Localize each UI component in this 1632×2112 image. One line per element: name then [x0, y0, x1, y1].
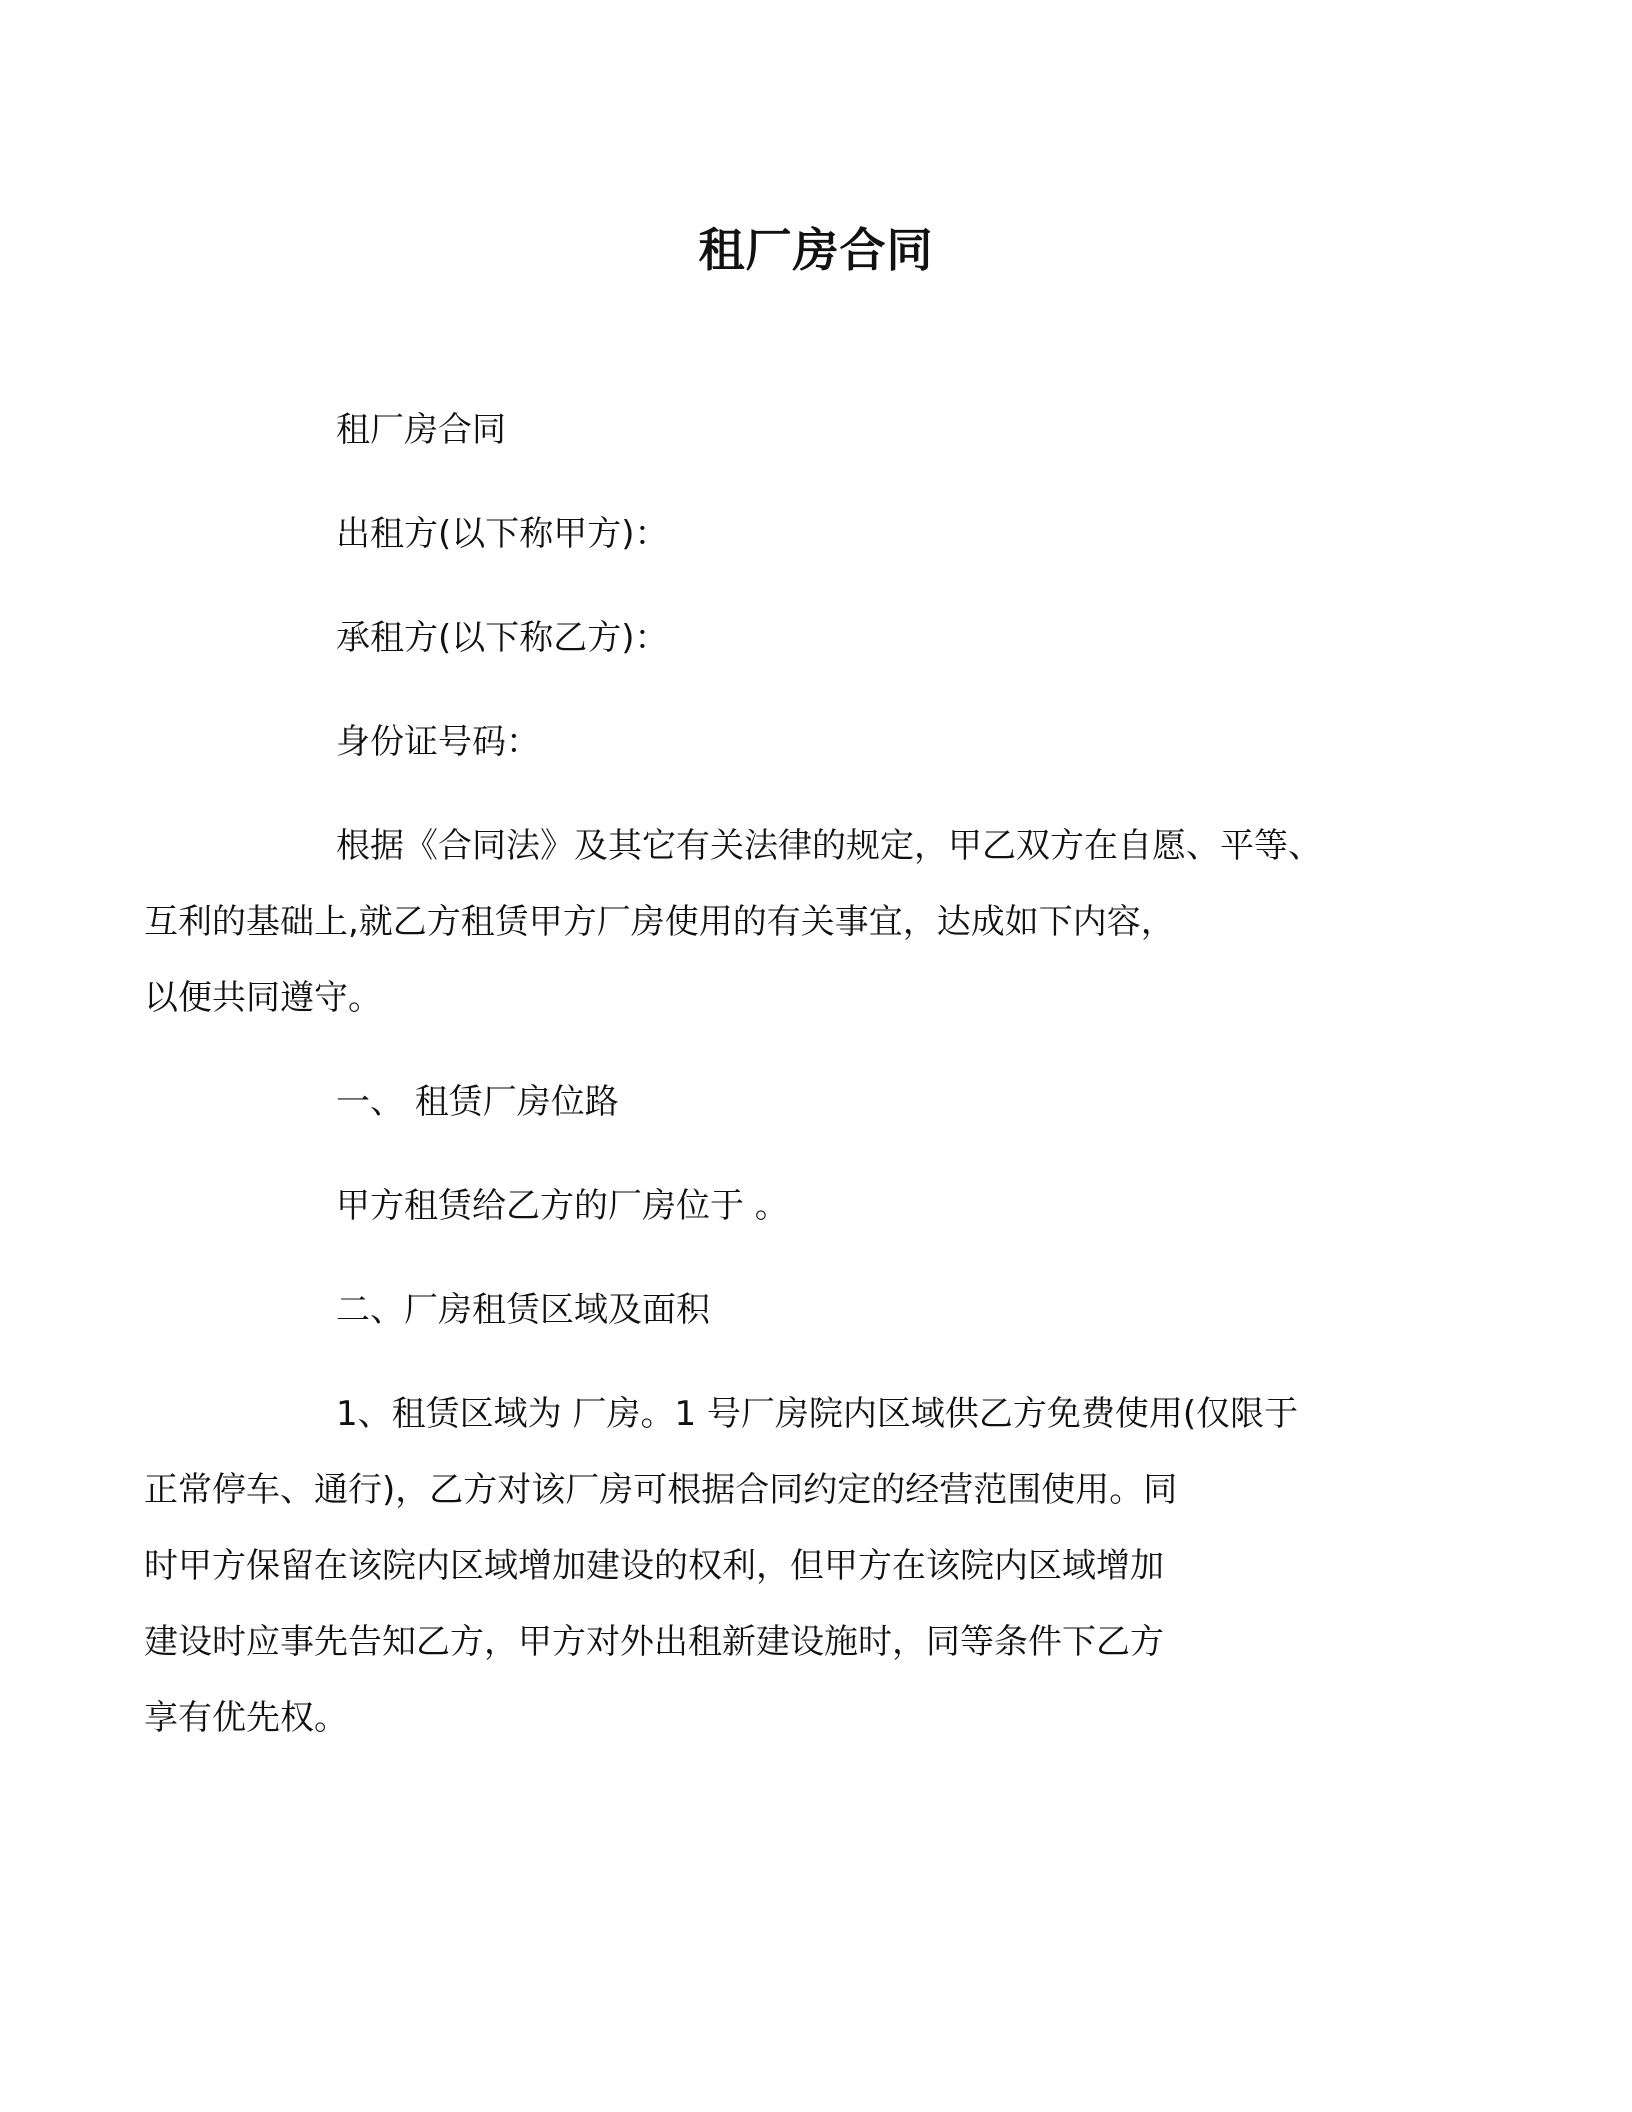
section-heading-location: 一、 租赁厂房位路	[336, 1082, 619, 1122]
paragraph-lessee: 承租方(以下称乙方)：	[336, 618, 669, 658]
area-line: 享有优先权。	[144, 1698, 348, 1738]
document-title: 租厂房合同	[698, 223, 934, 277]
document-body	[144, 392, 1400, 1784]
paragraph-preamble	[144, 808, 1400, 1036]
paragraph-location: 甲方租赁给乙方的厂房位于 。	[336, 1186, 789, 1226]
preamble-line: 以便共同遵守。	[144, 978, 382, 1018]
area-line: 1、租赁区域为 厂房。1 号厂房院内区域供乙方免费使用(仅限于	[336, 1394, 1299, 1434]
paragraph-area	[144, 1376, 1400, 1756]
paragraph-heading: 租厂房合同	[336, 410, 506, 450]
area-line: 正常停车、通行)，乙方对该厂房可根据合同约定的经营范围使用。同	[144, 1470, 1178, 1510]
area-line: 时甲方保留在该院内区域增加建设的权利，但甲方在该院内区域增加	[144, 1546, 1164, 1586]
preamble-line: 根据《合同法》及其它有关法律的规定，甲乙双方在自愿、平等、	[336, 826, 1322, 866]
paragraph-lessor: 出租方(以下称甲方)：	[336, 514, 669, 554]
paragraph-id-number: 身份证号码：	[336, 722, 540, 762]
area-line: 建设时应事先告知乙方，甲方对外出租新建设施时，同等条件下乙方	[144, 1622, 1164, 1662]
preamble-line: 互利的基础上,就乙方租赁甲方厂房使用的有关事宜，达成如下内容，	[144, 902, 1175, 942]
section-heading-area: 二、厂房租赁区域及面积	[336, 1290, 710, 1330]
